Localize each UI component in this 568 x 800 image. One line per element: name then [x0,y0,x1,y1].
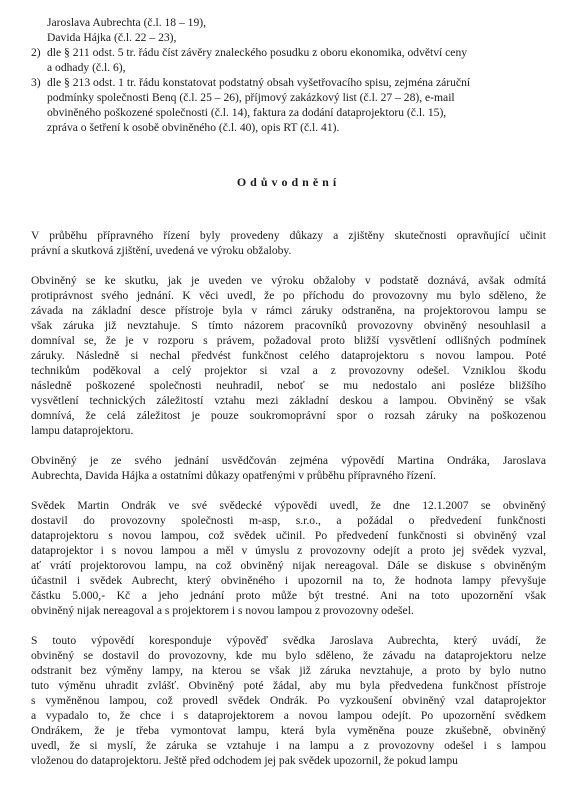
text-line: V průběhu přípravného řízení byly provedeny důkazy a zjištěny skutečnosti opravňující učinit [31,229,546,242]
text-line: lampu dataprojektoru. [31,424,134,437]
text-line: vysvětlení technických záležitostí vztahu mezi základní deskou a lampou. Obviněný se však [31,394,546,407]
text-line: dostavil do provozovny společnosti m-asp, s.r.o., a požádal o předvedení funkčnosti [31,514,546,527]
text-line: Jaroslava Aubrechta (č.l. 18 – 19), [47,16,207,29]
text-line: Svědek Martin Ondrák ve své svědecké výpovědi uvedl, že dne 12.1.2007 se obviněný [31,499,546,512]
paragraph [31,453,546,483]
text-line: účastnil i svědek Aubrecht, který obviněného i upozornil na to, že hodnota lampy převyšuje [31,574,546,587]
text-line: domnívá, že celá záležitost je pouze soukromoprávní spor o rozsah záruky na poškozenou [31,409,546,422]
text-line: s vyměněnou lampou, což provedl svědek Ondrák. Po vyzkoušení obviněný vzal dataprojektor [31,694,546,707]
paragraph-gap [31,483,546,498]
text-line: S touto výpovědí koresponduje výpověď svědka Jaroslava Aubrechta, který uvádí, že [31,634,546,647]
paragraph [31,228,546,258]
section-heading: Odůvodnění [236,175,341,189]
text-line: Aubrechta, Davida Hájka a ostatními důkazy opatřenými v průběhu přípravného řízení. [31,469,437,482]
text-line: záruky. Následně si nechal předvést funkčnost celého dataprojektoru s novou lampou. Poté [31,349,546,362]
text-line: následně poškozené společnosti neuhradil, neboť se mu nedostalo ani posléze bližšího [31,379,546,392]
text-line: uvedl, že si myslí, že záruka se vztahuje i na lampu a z provozovny odešel i s lampou [31,739,546,752]
list-item-number: 3) [31,76,41,89]
list-item-number: 2) [31,46,41,59]
paragraph [31,633,546,768]
text-line: Ondrákem, že je třeba vymontovat lampu, která byla vyměněna pouze zkušebně, obviněný [31,724,546,737]
text-line: právní a skutková zjištění, uvedená ve výroku obžaloby. [31,244,292,257]
paragraph [31,273,546,438]
paragraph-gap [31,438,546,453]
paragraph-gap [31,258,546,273]
paragraph-gap [31,618,546,633]
text-line: vloženou do dataprojektoru. Ještě před odchodem jej pak svědek upozornil, že pokud lampu [31,754,458,767]
witness-list-continuation [31,15,546,45]
text-line: tuto výměnu uhradit zvlášť. Obviněný poté žádal, aby mu byla předvedena funkčnost přístroje [31,679,546,692]
text-line: a odhady (č.l. 6), [47,61,126,74]
text-line: a vypadalo to, že chce i s dataprojektorem a novou lampou odejít. Po upozornění svědkem [31,709,546,722]
text-line: ať vrátí projektorovou lampu, na což obviněný nijak nereagoval. Dále se diskuse s obviněným [31,559,546,572]
reasoning-section [31,228,546,768]
paragraph [31,498,546,618]
text-line: obviněný nijak nereagoval a s projektorem i s novou lampou z provozovny odešel. [31,604,414,617]
text-line: obviněného poškozené společnosti (č.l. 14), faktura za dodání dataprojektoru (č.l. 15), [47,106,447,119]
text-line: dle § 211 odst. 5 tr. řádu číst závěry znaleckého posudku z oboru ekonomika, odvětví ceny [47,46,468,59]
text-line: Davida Hájka (č.l. 22 – 23), [47,31,177,44]
list-item-3 [31,75,546,135]
text-line: technikům poděkoval a celý projektor si vzal a z provozovny odešel. Vzniklou škodu [31,364,546,377]
list-item-2 [31,45,546,75]
text-line: odstranit bez výměny lampy, na kterou se však již záruka nevztahuje, a proto by bylo nutno [31,664,546,677]
text-line: částku 5.000,- Kč a jeho jednání proto může být trestné. Ani na toto upozornění však [31,589,546,602]
text-line: dataprojektor i s novou lampou a měl v úmyslu z provozovny odejít a proto jej svědek vyzval, [31,544,546,557]
text-line: Obviněný je ze svého jednání usvědčován zejména výpovědí Martina Ondráka, Jaroslava [31,454,546,467]
text-line: dle § 213 odst. 1 tr. řádu konstatovat podstatný obsah vyšetřovacího spisu, zejména záruční [47,76,471,89]
text-line: obviněný se dostavil do provozovny, kde mu bylo sděleno, že závadu na dataprojektoru nelze [31,649,546,662]
text-line: Obviněný se ke skutku, jak je uveden ve výroku obžaloby v podstatě doznává, avšak odmítá [31,274,546,287]
text-line: dataprojektoru s novou lampou, což svědek učinil. Po předvedení funkčnosti si obviněný vzal [31,529,546,542]
text-line: protiprávnost svého jednání. K věci uvedl, že po příchodu do provozovny mu bylo sděleno, že [31,289,546,302]
text-line: však záruka již nevztahuje. S tímto názorem pracovníků provozovny obviněný nesouhlasil a [31,319,546,332]
text-line: domníval se, že je v rozporu s právem, požadoval proto bližší vysvětlení odlišných podmínek [31,334,546,347]
text-line: podmínky společnosti Benq (č.l. 25 – 26), příjmový zakázkový list (č.l. 27 – 28), e-mail [47,91,455,104]
text-line: zpráva o šetření k osobě obviněného (č.l. 40), opis RT (č.l. 41). [47,121,340,134]
text-line: závada na základní desce přístroje byla v rámci záruky odstraněna, na projektorovou lampu se [31,304,546,317]
